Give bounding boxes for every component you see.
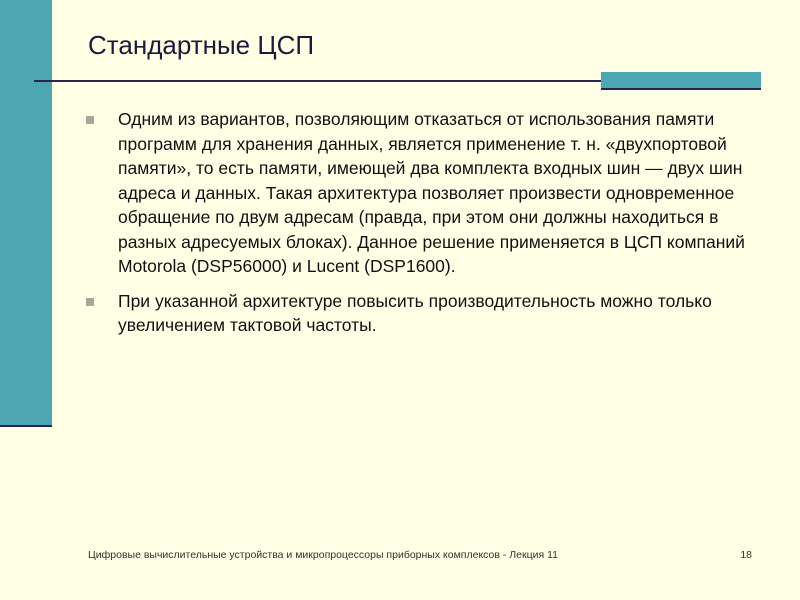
title-divider (34, 80, 601, 82)
slide-footer: Цифровые вычислительные устройства и микропроцессоры приборных комплексов - Лекция 11 (88, 549, 558, 561)
side-accent-bar (0, 0, 52, 425)
page-number: 18 (740, 549, 752, 561)
divider-accent-block (601, 72, 761, 88)
divider-accent-block-edge (601, 88, 761, 90)
square-bullet-icon (86, 298, 94, 306)
bullet-item (86, 107, 756, 279)
slide-content (86, 107, 756, 348)
square-bullet-icon (86, 116, 94, 124)
bullet-item (86, 289, 756, 338)
slide-title: Стандартные ЦСП (88, 30, 315, 60)
bullet-text: Одним из вариантов, позволяющим отказаться от использования памяти программ для хранения данных, является применение т. н. «двухпортовой памяти», то есть памяти, имеющей два комплекта входных шин — двух шин адреса и данных. Такая архитектура позволяет произвести одновременное обращение по двум адресам (правда, при этом они должны находиться в разных адресуемых блоках). Данное решение применяется в ЦСП компаний Motorola (DSP56000) и Lucent (DSP1600). (118, 109, 745, 276)
bullet-text: При указанной архитектуре повысить производительность можно только увеличением тактовой частоты. (118, 290, 712, 335)
side-accent-bar-edge (0, 425, 52, 427)
